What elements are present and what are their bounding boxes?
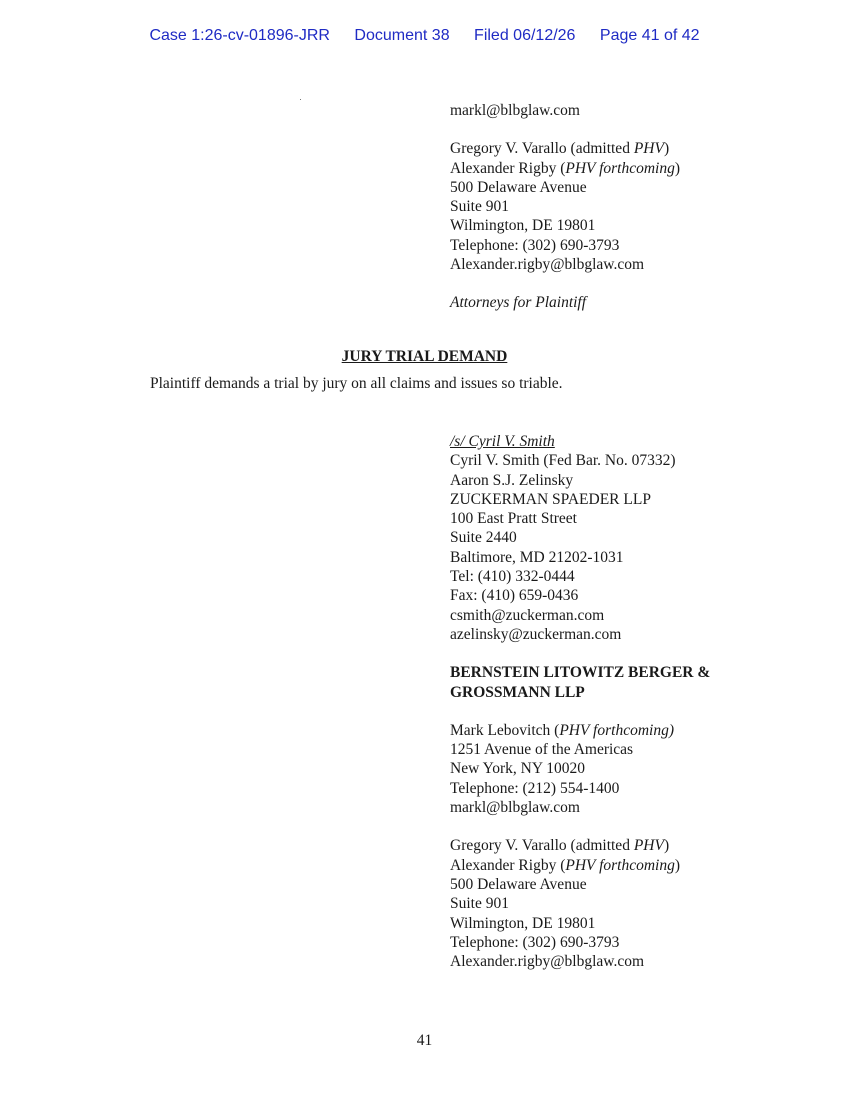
jury-demand-text: Plaintiff demands a trial by jury on all claims and issues so triable. (150, 375, 563, 392)
attorney-rigby: Alexander Rigby (PHV forthcoming) (450, 856, 681, 874)
firm-name-line1: BERNSTEIN LITOWITZ BERGER & (450, 664, 711, 682)
email: azelinsky@zuckerman.com (450, 625, 622, 643)
telephone: Tel: (410) 332-0444 (450, 568, 575, 586)
counsel-block-signature (450, 432, 710, 971)
telephone: Telephone: (212) 554-1400 (450, 779, 620, 797)
firm-name: ZUCKERMAN SPAEDER LLP (450, 490, 651, 508)
address-suite: Suite 2440 (450, 529, 517, 547)
address-city: Wilmington, DE 19801 (450, 217, 596, 235)
address-city: Wilmington, DE 19801 (450, 914, 596, 932)
stray-mark (300, 99, 301, 100)
email: Alexander.rigby@blbglaw.com (450, 953, 645, 971)
attorney-rigby: Alexander Rigby (PHV forthcoming) (450, 159, 681, 177)
attorney-varallo: Gregory V. Varallo (admitted PHV) (450, 140, 670, 158)
ecf-header (0, 27, 849, 45)
email: markl@blbglaw.com (450, 102, 580, 119)
email: Alexander.rigby@blbglaw.com (450, 256, 645, 274)
attorney-zelinsky: Aaron S.J. Zelinsky (450, 471, 574, 489)
address-suite: Suite 901 (450, 895, 509, 913)
email: markl@blbglaw.com (450, 799, 580, 817)
attorney-varallo: Gregory V. Varallo (admitted PHV) (450, 837, 670, 855)
jury-trial-demand-heading: JURY TRIAL DEMAND (341, 348, 508, 365)
page-indicator: Page 41 of 42 (599, 27, 700, 44)
case-number: Case 1:26-cv-01896-JRR (149, 27, 330, 44)
filed-date: Filed 06/12/26 (474, 27, 576, 44)
counsel-block-top (450, 101, 680, 313)
page-number: 41 (416, 1032, 433, 1049)
fax: Fax: (410) 659-0436 (450, 587, 579, 605)
telephone: Telephone: (302) 690-3793 (450, 933, 620, 951)
address-city: Baltimore, MD 21202-1031 (450, 548, 624, 566)
document-number: Document 38 (354, 27, 450, 44)
address-line: 500 Delaware Avenue (450, 178, 587, 196)
address-city: New York, NY 10020 (450, 760, 586, 778)
address-line: 500 Delaware Avenue (450, 875, 587, 893)
attorneys-for-plaintiff: Attorneys for Plaintiff (450, 294, 587, 312)
address-line: 100 East Pratt Street (450, 510, 577, 528)
address-suite: Suite 901 (450, 198, 509, 216)
signature: /s/ Cyril V. Smith (450, 433, 555, 450)
address-line: 1251 Avenue of the Americas (450, 741, 634, 759)
email: csmith@zuckerman.com (450, 606, 605, 624)
attorney-smith: Cyril V. Smith (Fed Bar. No. 07332) (450, 452, 676, 470)
attorney-lebovitch: Mark Lebovitch (PHV forthcoming) (450, 721, 674, 739)
telephone: Telephone: (302) 690-3793 (450, 236, 620, 254)
firm-name-line2: GROSSMANN LLP (450, 683, 585, 701)
